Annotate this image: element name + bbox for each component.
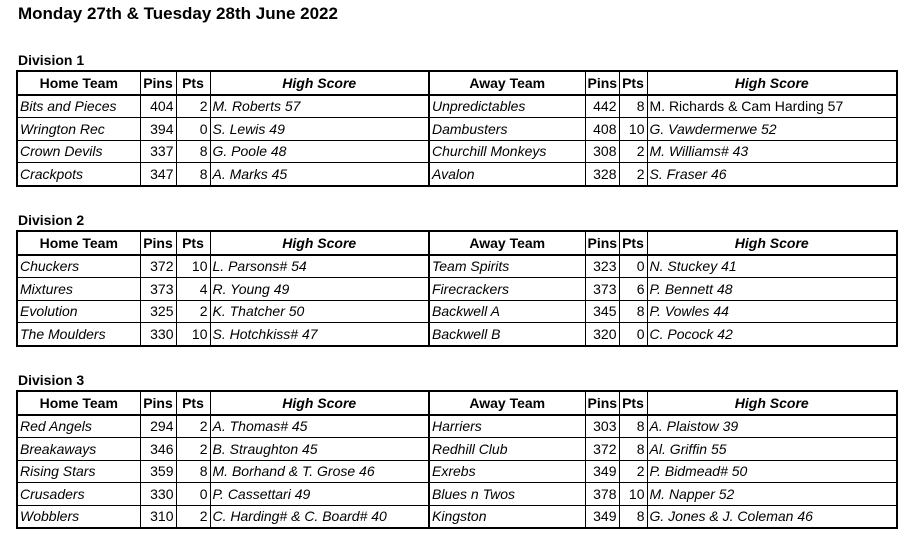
home-team-cell: The Moulders bbox=[17, 323, 140, 346]
away-pts-cell: 8 bbox=[619, 300, 647, 323]
away-pts-cell: 2 bbox=[619, 140, 647, 163]
table-row bbox=[17, 163, 897, 186]
table-row bbox=[17, 505, 897, 528]
header-away-pins: Pins bbox=[585, 231, 619, 255]
away-team-cell: Team Spirits bbox=[429, 255, 585, 278]
home-high-score-cell: K. Thatcher 50 bbox=[210, 300, 429, 323]
away-team-cell: Blues n Twos bbox=[429, 483, 585, 506]
away-high-score-cell: M. Williams# 43 bbox=[647, 140, 897, 163]
header-home-high-score: High Score bbox=[210, 231, 429, 255]
header-home-high-score: High Score bbox=[210, 391, 429, 415]
table-row bbox=[17, 483, 897, 506]
away-pins-cell: 349 bbox=[585, 505, 619, 528]
header-home-pins: Pins bbox=[140, 391, 176, 415]
home-pts-cell: 2 bbox=[176, 300, 210, 323]
home-team-cell: Crackpots bbox=[17, 163, 140, 186]
home-pts-cell: 10 bbox=[176, 255, 210, 278]
away-team-cell: Backwell B bbox=[429, 323, 585, 346]
home-high-score-cell: S. Lewis 49 bbox=[210, 118, 429, 141]
away-pins-cell: 349 bbox=[585, 460, 619, 483]
away-team-cell: Redhill Club bbox=[429, 438, 585, 461]
header-home-team: Home Team bbox=[17, 71, 140, 95]
division-section bbox=[16, 370, 896, 529]
header-away-pts: Pts bbox=[619, 391, 647, 415]
home-high-score-cell: A. Thomas# 45 bbox=[210, 415, 429, 438]
header-away-pins: Pins bbox=[585, 71, 619, 95]
away-team-cell: Firecrackers bbox=[429, 278, 585, 301]
home-team-cell: Wobblers bbox=[17, 505, 140, 528]
results-table bbox=[16, 390, 898, 529]
table-row bbox=[17, 323, 897, 346]
home-pts-cell: 2 bbox=[176, 415, 210, 438]
home-pins-cell: 346 bbox=[140, 438, 176, 461]
header-away-high-score: High Score bbox=[647, 71, 897, 95]
home-high-score-cell: L. Parsons# 54 bbox=[210, 255, 429, 278]
home-pts-cell: 2 bbox=[176, 95, 210, 118]
home-pins-cell: 372 bbox=[140, 255, 176, 278]
table-row bbox=[17, 460, 897, 483]
division-section bbox=[16, 50, 896, 187]
home-pts-cell: 8 bbox=[176, 460, 210, 483]
away-high-score-cell: Al. Griffin 55 bbox=[647, 438, 897, 461]
division-title: Division 1 bbox=[18, 52, 85, 68]
away-pins-cell: 320 bbox=[585, 323, 619, 346]
home-pts-cell: 8 bbox=[176, 163, 210, 186]
home-pins-cell: 325 bbox=[140, 300, 176, 323]
division-section bbox=[16, 210, 896, 347]
away-pins-cell: 345 bbox=[585, 300, 619, 323]
away-high-score-cell: C. Pocock 42 bbox=[647, 323, 897, 346]
home-team-cell: Crusaders bbox=[17, 483, 140, 506]
header-home-pins: Pins bbox=[140, 231, 176, 255]
table-header-row bbox=[17, 231, 897, 255]
away-pins-cell: 328 bbox=[585, 163, 619, 186]
away-pins-cell: 378 bbox=[585, 483, 619, 506]
away-team-cell: Churchill Monkeys bbox=[429, 140, 585, 163]
away-high-score-cell: P. Bennett 48 bbox=[647, 278, 897, 301]
home-high-score-cell: M. Roberts 57 bbox=[210, 95, 429, 118]
away-pts-cell: 2 bbox=[619, 163, 647, 186]
away-team-cell: Backwell A bbox=[429, 300, 585, 323]
home-pts-cell: 4 bbox=[176, 278, 210, 301]
away-high-score-cell: S. Fraser 46 bbox=[647, 163, 897, 186]
away-team-cell: Unpredictables bbox=[429, 95, 585, 118]
away-pins-cell: 442 bbox=[585, 95, 619, 118]
away-pts-cell: 8 bbox=[619, 95, 647, 118]
header-home-team: Home Team bbox=[17, 231, 140, 255]
home-high-score-cell: A. Marks 45 bbox=[210, 163, 429, 186]
header-away-pts: Pts bbox=[619, 231, 647, 255]
home-team-cell: Red Angels bbox=[17, 415, 140, 438]
away-team-cell: Harriers bbox=[429, 415, 585, 438]
home-high-score-cell: S. Hotchkiss# 47 bbox=[210, 323, 429, 346]
results-table bbox=[16, 230, 898, 347]
home-team-cell: Bits and Pieces bbox=[17, 95, 140, 118]
table-row bbox=[17, 300, 897, 323]
home-high-score-cell: P. Cassettari 49 bbox=[210, 483, 429, 506]
home-pins-cell: 359 bbox=[140, 460, 176, 483]
header-home-pts: Pts bbox=[176, 71, 210, 95]
away-high-score-cell: M. Napper 52 bbox=[647, 483, 897, 506]
away-high-score-cell: M. Richards & Cam Harding 57 bbox=[647, 95, 897, 118]
header-away-team: Away Team bbox=[429, 231, 585, 255]
away-pins-cell: 372 bbox=[585, 438, 619, 461]
header-away-high-score: High Score bbox=[647, 391, 897, 415]
away-pts-cell: 0 bbox=[619, 255, 647, 278]
away-pins-cell: 373 bbox=[585, 278, 619, 301]
page-title: Monday 27th & Tuesday 28th June 2022 bbox=[18, 4, 338, 23]
home-pins-cell: 310 bbox=[140, 505, 176, 528]
away-team-cell: Kingston bbox=[429, 505, 585, 528]
table-row bbox=[17, 118, 897, 141]
away-high-score-cell: G. Vawdermerwe 52 bbox=[647, 118, 897, 141]
home-pins-cell: 404 bbox=[140, 95, 176, 118]
home-team-cell: Evolution bbox=[17, 300, 140, 323]
away-high-score-cell: N. Stuckey 41 bbox=[647, 255, 897, 278]
home-pins-cell: 294 bbox=[140, 415, 176, 438]
away-high-score-cell: P. Vowles 44 bbox=[647, 300, 897, 323]
home-pts-cell: 2 bbox=[176, 438, 210, 461]
home-pins-cell: 337 bbox=[140, 140, 176, 163]
division-title: Division 2 bbox=[18, 212, 85, 228]
away-team-cell: Avalon bbox=[429, 163, 585, 186]
home-pins-cell: 330 bbox=[140, 483, 176, 506]
home-high-score-cell: B. Straughton 45 bbox=[210, 438, 429, 461]
home-team-cell: Crown Devils bbox=[17, 140, 140, 163]
away-pins-cell: 408 bbox=[585, 118, 619, 141]
table-row bbox=[17, 415, 897, 438]
home-pins-cell: 373 bbox=[140, 278, 176, 301]
header-home-high-score: High Score bbox=[210, 71, 429, 95]
table-header-row bbox=[17, 391, 897, 415]
home-team-cell: Breakaways bbox=[17, 438, 140, 461]
home-pts-cell: 0 bbox=[176, 118, 210, 141]
home-pts-cell: 8 bbox=[176, 140, 210, 163]
division-title: Division 3 bbox=[18, 372, 85, 388]
away-pts-cell: 8 bbox=[619, 505, 647, 528]
away-pts-cell: 2 bbox=[619, 460, 647, 483]
home-pins-cell: 330 bbox=[140, 323, 176, 346]
away-high-score-cell: G. Jones & J. Coleman 46 bbox=[647, 505, 897, 528]
table-row bbox=[17, 140, 897, 163]
table-row bbox=[17, 278, 897, 301]
home-team-cell: Rising Stars bbox=[17, 460, 140, 483]
away-pts-cell: 6 bbox=[619, 278, 647, 301]
table-row bbox=[17, 255, 897, 278]
home-pins-cell: 394 bbox=[140, 118, 176, 141]
away-pins-cell: 323 bbox=[585, 255, 619, 278]
away-pts-cell: 0 bbox=[619, 323, 647, 346]
away-pts-cell: 8 bbox=[619, 438, 647, 461]
header-home-pts: Pts bbox=[176, 391, 210, 415]
table-row bbox=[17, 95, 897, 118]
away-high-score-cell: P. Bidmead# 50 bbox=[647, 460, 897, 483]
table-row bbox=[17, 438, 897, 461]
home-pins-cell: 347 bbox=[140, 163, 176, 186]
away-pts-cell: 8 bbox=[619, 415, 647, 438]
home-pts-cell: 0 bbox=[176, 483, 210, 506]
header-home-team: Home Team bbox=[17, 391, 140, 415]
away-team-cell: Dambusters bbox=[429, 118, 585, 141]
away-high-score-cell: A. Plaistow 39 bbox=[647, 415, 897, 438]
header-home-pins: Pins bbox=[140, 71, 176, 95]
header-away-team: Away Team bbox=[429, 71, 585, 95]
home-high-score-cell: M. Borhand & T. Grose 46 bbox=[210, 460, 429, 483]
away-pins-cell: 303 bbox=[585, 415, 619, 438]
home-pts-cell: 2 bbox=[176, 505, 210, 528]
home-high-score-cell: R. Young 49 bbox=[210, 278, 429, 301]
home-team-cell: Chuckers bbox=[17, 255, 140, 278]
results-table bbox=[16, 70, 898, 187]
home-pts-cell: 10 bbox=[176, 323, 210, 346]
away-pins-cell: 308 bbox=[585, 140, 619, 163]
away-team-cell: Exrebs bbox=[429, 460, 585, 483]
header-away-high-score: High Score bbox=[647, 231, 897, 255]
header-away-pins: Pins bbox=[585, 391, 619, 415]
home-team-cell: Mixtures bbox=[17, 278, 140, 301]
home-team-cell: Wrington Rec bbox=[17, 118, 140, 141]
header-home-pts: Pts bbox=[176, 231, 210, 255]
home-high-score-cell: G. Poole 48 bbox=[210, 140, 429, 163]
header-away-pts: Pts bbox=[619, 71, 647, 95]
away-pts-cell: 10 bbox=[619, 118, 647, 141]
header-away-team: Away Team bbox=[429, 391, 585, 415]
away-pts-cell: 10 bbox=[619, 483, 647, 506]
table-header-row bbox=[17, 71, 897, 95]
home-high-score-cell: C. Harding# & C. Board# 40 bbox=[210, 505, 429, 528]
